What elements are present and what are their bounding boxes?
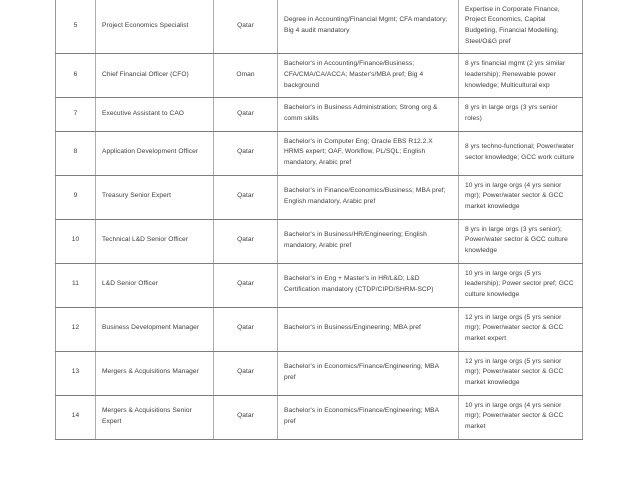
cell-position: Chief Financial Officer (CFO) <box>96 54 214 98</box>
table-body <box>56 0 583 439</box>
cell-position: L&D Senior Officer <box>96 263 214 307</box>
cell-qualifications: Bachelor's in Eng + Master's in HR/L&D; L&D Certification mandatory (CTDP/CIPD/SHRM-SCP) <box>278 263 459 307</box>
cell-experience: Expertise in Corporate Finance, Project Economics, Capital Budgeting, Financial Modelling; Steel/O&G pref <box>459 0 583 54</box>
cell-position: Project Economics Specialist <box>96 0 214 54</box>
cell-experience: 10 yrs in large orgs (4 yrs senior mgr); Power/water sector & GCC market <box>459 395 583 439</box>
cell-position: Treasury Senior Expert <box>96 175 214 219</box>
table-row <box>56 263 583 307</box>
table-row <box>56 98 583 131</box>
cell-qualifications: Bachelor's in Computer Eng; Oracle EBS R12.2.X HRMS expert; OAF, Workflow, PL/SQL; English mandatory, Arabic pref <box>278 131 459 175</box>
cell-position: Mergers & Acquisitions Manager <box>96 351 214 395</box>
cell-qualifications: Bachelor's in Finance/Economics/Business; MBA pref; English mandatory, Arabic pref <box>278 175 459 219</box>
cell-qualifications: Bachelor's in Economics/Finance/Engineering; MBA pref <box>278 395 459 439</box>
cell-location: Oman <box>214 54 278 98</box>
cell-experience: 8 yrs in large orgs (3 yrs senior); Power/water sector & GCC culture knowledge <box>459 219 583 263</box>
cell-no: 5 <box>56 0 96 54</box>
cell-experience: 8 yrs in large orgs (3 yrs senior roles) <box>459 98 583 131</box>
table-row <box>56 131 583 175</box>
cell-no: 13 <box>56 351 96 395</box>
cell-no: 9 <box>56 175 96 219</box>
cell-no: 11 <box>56 263 96 307</box>
cell-experience: 8 yrs financial mgmt (2 yrs similar leadership); Renewable power knowledge; Multicultural exp <box>459 54 583 98</box>
table-row <box>56 175 583 219</box>
table-row <box>56 219 583 263</box>
cell-qualifications: Bachelor's in Business Administration; Strong org & comm skills <box>278 98 459 131</box>
cell-location: Qatar <box>214 131 278 175</box>
cell-no: 7 <box>56 98 96 131</box>
cell-qualifications: Bachelor's in Business/HR/Engineering; English mandatory, Arabic pref <box>278 219 459 263</box>
cell-qualifications: Bachelor's in Business/Engineering; MBA pref <box>278 307 459 351</box>
cell-location: Qatar <box>214 219 278 263</box>
cell-position: Executive Assistant to CAO <box>96 98 214 131</box>
table-row <box>56 351 583 395</box>
table-row <box>56 0 583 54</box>
cell-position: Technical L&D Senior Officer <box>96 219 214 263</box>
cell-experience: 10 yrs in large orgs (5 yrs leadership); Power sector pref; GCC culture knowledge <box>459 263 583 307</box>
cell-no: 8 <box>56 131 96 175</box>
cell-position: Application Development Officer <box>96 131 214 175</box>
cell-location: Qatar <box>214 307 278 351</box>
table-row <box>56 307 583 351</box>
cell-location: Qatar <box>214 0 278 54</box>
cell-location: Qatar <box>214 351 278 395</box>
cell-location: Qatar <box>214 395 278 439</box>
cell-experience: 10 yrs in large orgs (4 yrs senior mgr); Power/water sector & GCC market knowledge <box>459 175 583 219</box>
cell-experience: 8 yrs techno-functional; Power/water sector knowledge; GCC work culture <box>459 131 583 175</box>
cell-location: Qatar <box>214 175 278 219</box>
cell-position: Mergers & Acquisitions Senior Expert <box>96 395 214 439</box>
cell-qualifications: Bachelor's in Accounting/Finance/Business; CFA/CMA/CA/ACCA; Master's/MBA pref; Big 4 background <box>278 54 459 98</box>
cell-no: 6 <box>56 54 96 98</box>
cell-position: Business Development Manager <box>96 307 214 351</box>
cell-qualifications: Degree in Accounting/Financial Mgmt; CFA mandatory; Big 4 audit mandatory <box>278 0 459 54</box>
cell-experience: 12 yrs in large orgs (5 yrs senior mgr); Power/water sector & GCC market expert <box>459 307 583 351</box>
table-row <box>56 395 583 439</box>
table-row <box>56 54 583 98</box>
cell-no: 14 <box>56 395 96 439</box>
cell-no: 12 <box>56 307 96 351</box>
cell-location: Qatar <box>214 98 278 131</box>
cell-experience: 12 yrs in large orgs (5 yrs senior mgr); Power/water sector & GCC market knowledge <box>459 351 583 395</box>
cell-no: 10 <box>56 219 96 263</box>
position-requirements-table <box>55 0 583 440</box>
cell-location: Qatar <box>214 263 278 307</box>
requirements-table-container <box>55 0 582 440</box>
cell-qualifications: Bachelor's in Economics/Finance/Engineering; MBA pref <box>278 351 459 395</box>
